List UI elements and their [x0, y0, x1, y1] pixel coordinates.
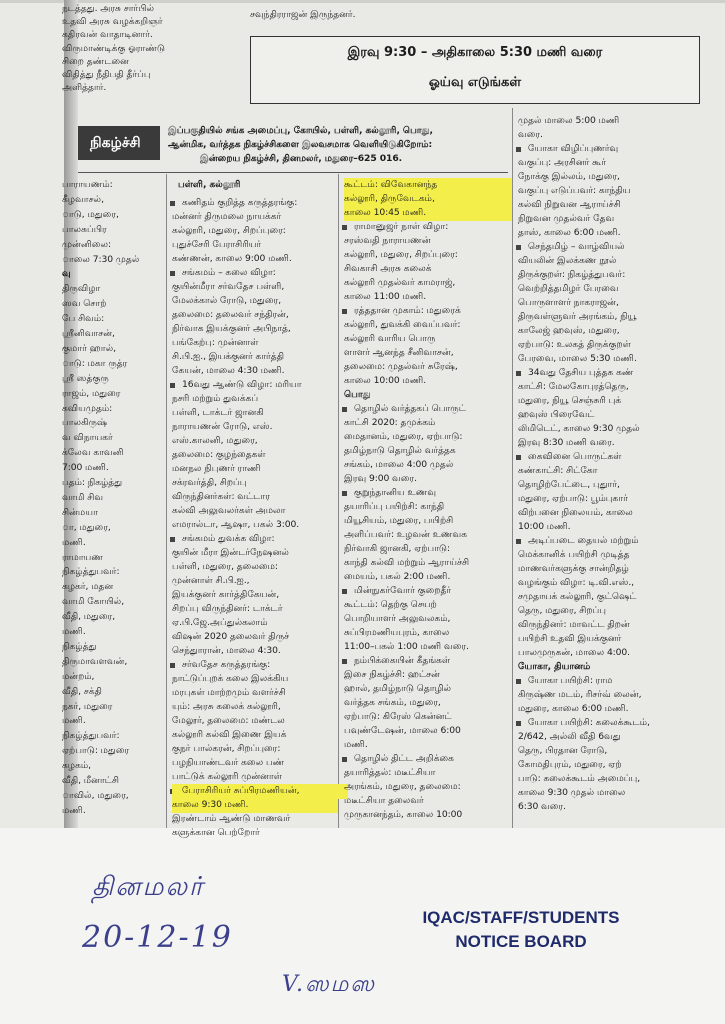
col2-line: தமிழ்நாடு தொழில் வர்த்தக — [344, 445, 456, 456]
col3-line: செந்தமிழ் – வாழ்வியல் — [528, 241, 625, 252]
col3-line: பேரவை, மாலை 5:30 மணி. — [518, 353, 637, 364]
col1-line: மனநல நிபுணர் ராணி — [172, 463, 261, 474]
col3-line: யோகா விழிப்புணர்வு — [528, 143, 619, 154]
col3-line: யோகா, தியானம் — [518, 661, 591, 672]
col1-line: விருந்தினர்கள்: வட்டார — [172, 491, 270, 502]
col0-line: ராஜம், மதுரை — [62, 387, 121, 399]
col0-line: வ விநாயகர் — [62, 432, 113, 444]
col2-line: சுப்பிரமணியபுரம், காலை — [344, 627, 450, 638]
top-note: சவுந்திரராஜன் இருந்தனர். — [250, 9, 356, 20]
col0-line: முன்னிலை: — [62, 238, 112, 250]
col1-line: செந்துாரான், மாலை 4:30. — [172, 645, 281, 656]
col2-line: கூட்டம்: தெற்கு செயற் — [344, 599, 437, 610]
col3-line: தெரு, மதுரை, சிறப்பு — [518, 605, 606, 616]
col2-line: ளாளர் ஆனந்த சீனிவாசன், — [344, 347, 454, 358]
col1-line: கல்லூரி கல்வி இணை இயக் — [172, 729, 287, 740]
col2-line: இசை நிகழ்ச்சி: ஹட்சன் — [344, 669, 440, 680]
left_strip_top-line: உதவி அரசு வழக்கறிஞர் — [62, 16, 163, 28]
stamp-line-2: NOTICE BOARD — [455, 932, 587, 951]
col1-line: நாட்டுப்புறக் கலை இலக்கிய — [172, 673, 289, 684]
col2-line: சங்கம், மாலை 4:00 முதல் — [344, 459, 454, 470]
col0-line: மணி. — [62, 715, 86, 727]
col0-line: மன்றம், — [62, 670, 95, 682]
col3-line: கிருஷ்ண மடம், ரிசர்வ் லைன், — [518, 689, 642, 700]
col2-line: கல்லூரி முதல்வர் காமராஜ், — [344, 277, 456, 288]
notice-line-1: இரவு 9:30 – அதிகாலை 5:30 மணி வரை — [347, 45, 603, 60]
col0-line: வாமி சிவ — [62, 491, 104, 503]
col2-line: கல்லூரி, துவக்கி வைப்பவர்: — [344, 319, 461, 330]
col2-line: குறுந்தானிய உணவு — [354, 487, 437, 498]
col1-line: இயக்குனர் கார்த்திகேயன், — [172, 589, 280, 600]
col0-line: பாலகிருஷ் — [62, 417, 108, 429]
col2-line: 11:00–பகல் 1:00 மணி வரை. — [344, 641, 469, 652]
col1-line: கல்லூரி, மதுரை, சிறப்புரை: — [172, 225, 286, 236]
col1-line: சிறப்பு விருந்தினர்: டாக்டர் — [172, 603, 283, 614]
col1-line: குயின்மீரா சர்வதேச பள்ளி, — [172, 281, 285, 292]
col1-line: கல்வி அலுவலர்கள் அமலா — [172, 505, 286, 516]
col3-line: கண்காட்சி: சிட்கோ — [518, 465, 598, 476]
col3-line: லிமிடெட், காலை 9:30 முதல் — [518, 423, 640, 434]
col3-line: காட்சி: மேலகோபுரத்தெரு, — [518, 381, 629, 392]
col0-line: வீதி, மதுரை, — [62, 611, 116, 623]
col3-line: மாணவர்களுக்கு சான்றிதழ் — [518, 563, 629, 574]
col1-line: களுக்கான பெற்றோர் — [172, 827, 260, 838]
col0-line: நகர், மதுரை — [62, 700, 113, 712]
col2-line: மைதானம், மதுரை, ஏற்பாடு: — [344, 431, 463, 442]
col1-line: நிர்வாக இயக்குனர் அபிநாத், — [172, 323, 291, 334]
col1-line: சக்ரவர்த்தி, சிறப்பு — [172, 477, 247, 488]
col3-line: திருவள்ளுவர் அரங்கம், நியூ — [518, 311, 637, 322]
col0-line: சின்மயா — [62, 506, 98, 518]
col1-line: குநர் பால்கரன், சிறப்புரை: — [172, 743, 281, 754]
col0-line: நிகழ்த்துபவர்: — [62, 730, 120, 742]
col2-line: ஏற்பாடு: கிரேஸ் கென்னட் — [344, 711, 452, 722]
col2-line: கூட்டம்: விவேகானந்த — [344, 178, 512, 193]
section-banner: நிகழ்ச்சி — [78, 126, 160, 160]
col0-line: ஸ்ரீ ஸத்குரு — [62, 372, 109, 384]
col2-line: சிவகாசி அரசு கலைக் — [344, 263, 432, 274]
col2-line: நிர்வாகி ஜானகி, ஏற்பாடு: — [344, 543, 451, 554]
col0-line: கவியமுதம்: — [62, 402, 113, 414]
intro-line-1: இப்பகுதியில் சங்க அமைப்பு, கோயில், பள்ளி, கல்லூரி, பொது, — [168, 125, 433, 136]
col3-line: அடிப்படை தையல் மற்றும் — [528, 535, 639, 546]
col3-line: ஏற்பாடு: உலகத் திருக்குறள் — [518, 339, 631, 350]
col0-line: வாமி கோயில், — [62, 596, 125, 608]
left_strip_top-line: விருமாண்டிக்கு ஓராண்டு — [62, 42, 166, 54]
col0-line: ாலை 7:30 முதல் — [62, 253, 140, 265]
col1-line: யும்: அரசு கலைக் கல்லூரி, — [172, 701, 281, 712]
col0-line: ஸவ சொற் — [62, 298, 107, 310]
col2-line: தயாரிப்பு பயிற்சி: காந்தி — [344, 501, 445, 512]
col0-line: ஏற்பாடு: மதுரை — [62, 745, 130, 757]
col1-line: தலைமை: குழந்தைகள் — [172, 449, 266, 460]
left_strip_top-line: சிறை தண்டனை — [62, 55, 129, 67]
col1-line: கண்ணன், காலை 9:00 மணி. — [172, 253, 292, 264]
col1-line: பள்ளி, டாக்டர் ஜானகி — [172, 407, 264, 418]
col3-line: விருந்தினர்: மாவட்ட திறன் — [518, 619, 630, 630]
col0-line: ாடு, மதுரை, — [62, 208, 119, 220]
col0-line: பாலசுப்பிர — [62, 223, 107, 235]
col2-line: ரத்ததான முகாம்: மதுரைக் — [354, 305, 461, 316]
col2-line: மடீட்சியா தலைவர் — [344, 795, 424, 806]
col1-line: சி.பி.ஐ., இயக்குனர் கார்த்தி — [172, 351, 285, 362]
col2-line: கல்லூரி, மதுரை, சிறப்புரை: — [344, 249, 458, 260]
col2-line: தயாரித்தல்: மடீட்சியா — [344, 767, 436, 778]
col1-line: பழநியாண்டவர் கலை பண் — [172, 757, 285, 768]
col0-line: ஸ்ரீனிவாசன், — [62, 328, 115, 339]
col0-line: க்லேவ காவனி — [62, 447, 124, 459]
notice-line-2: ஓய்வு எடுங்கள் — [428, 75, 522, 90]
col3-line: நிறுவன முதல்வர் தேவ — [518, 213, 615, 224]
col1-line: தலைமை: தலைவர் சந்திரன், — [172, 309, 289, 320]
col0-line: மணி. — [62, 804, 86, 816]
col2-line: காலை 10:00 மணி. — [344, 375, 427, 386]
col0-line: பதம்: நிகழ்த்து — [62, 477, 123, 488]
col1-line: பள்ளி, மதுரை, தலைமை: — [172, 561, 278, 572]
left_strip_top-line: நடத்தது. அரசு சார்பில் — [62, 3, 155, 14]
col2-line: பொறியாளர் அலுவலகம், — [344, 613, 451, 624]
column-rule — [166, 174, 167, 828]
col3-line: கல்வி நிறுவன ஆராய்ச்சி — [518, 199, 621, 210]
col0-line: வு — [62, 268, 71, 280]
col1-line: குயின் மீரா இன்டர்நேஷனல் — [172, 547, 289, 558]
col0-line: ா, மதுரை, — [62, 521, 111, 533]
left_strip_top-line: கதிரவன் வாதாடினார். — [62, 29, 153, 41]
col1-line: சங்கமம் துவக்க விழா: — [182, 533, 275, 544]
col1-line: எஸ்.காலனி, மதுரை, — [172, 435, 258, 446]
intro-line-3: இன்றைய நிகழ்ச்சி, தினமலர், மதுரை–625 016. — [200, 153, 403, 164]
col2-line: தொழில் திட்ட அறிக்கை — [354, 753, 454, 764]
col2-line: தொழில் வர்த்தகப் பொருட் — [354, 403, 466, 414]
col2-line: காலை 11:00 மணி. — [344, 291, 427, 302]
col1-line: சங்கமம் – கலை விழா: — [182, 267, 276, 278]
col2-line: சரஸ்வதி நாராயணன் — [344, 235, 431, 246]
col2-line: தலைமை: முதல்வர் சுரேஷ், — [344, 361, 458, 372]
col2-line: கல்லூரி, திருவேடகம், — [344, 192, 512, 207]
notice-box — [250, 36, 700, 104]
col0-line: வீதி, சக்தி — [62, 685, 102, 697]
col1-line: எமரால்டா, ஆஷா, பகல் 3:00. — [172, 519, 300, 530]
handwritten-date: 20-12-19 — [82, 920, 233, 955]
col0-line: கழகம், — [62, 760, 91, 772]
col3-line: வியலின் இலக்கண நூல் — [518, 255, 617, 266]
col2-line: கல்லூரி வாரிய பொரு — [344, 333, 436, 344]
col0-line: பே சிவம்: — [62, 313, 105, 325]
col2-line: மியூசியம், மதுரை, பயிற்சி — [344, 515, 454, 526]
col3-line: 2/642, அல்லி வீதி 6வது — [518, 731, 621, 742]
col3-line: காலை 9:30 முதல் மாலை — [518, 787, 626, 798]
col1-line: நசரி மற்றும் துவக்கப் — [172, 393, 259, 404]
col2-line: முருகானந்தம், காலை 10:00 — [344, 809, 463, 820]
col2-line: மணி. — [344, 739, 368, 750]
col2-line: ராமானுஜர் நாள் விழா: — [354, 221, 449, 232]
handwritten-paper-name: தினமலர் — [92, 872, 205, 902]
col3-line: பயிற்சி உதவி இயக்குனர் — [518, 633, 622, 644]
col0-line: பாராயணம்: — [62, 179, 113, 190]
col3-line: மெக்கானிக் பயிற்சி முடித்த — [518, 549, 630, 560]
col3-line: வெற்றித்தமிழர் பேரவை — [518, 283, 619, 294]
col3-line: நோக்கு இல்லம், மதுரை, — [518, 171, 620, 182]
col1-line: பங்கேற்பு: முன்னாள் — [172, 337, 259, 348]
col3-line: திருக்குறள்: நிகழ்த்துபவர்: — [518, 269, 626, 280]
left_strip_top-line: அளித்தார். — [62, 82, 107, 94]
col3-line: வரை. — [518, 129, 543, 140]
col3-line: யோகா பயிற்சி: ராம — [528, 675, 613, 686]
col2-line: ஹால், தமிழ்நாடு தொழில் — [344, 683, 452, 694]
signature: V.ஸமஸ — [282, 972, 377, 997]
column-header-school: பள்ளி, கல்லூரி — [178, 179, 241, 190]
col2-line: காலை 10:45 மணி. — [344, 206, 512, 221]
col3-line: பாலமுருகன், மாலை 4:00. — [518, 647, 630, 658]
col0-line: ராமாயண — [62, 551, 103, 563]
col3-line: தாஸ், காலை 6:00 மணி. — [518, 227, 621, 238]
col2-line: மின்நுகர்வோர் குறைதீர் — [354, 585, 452, 596]
col2-line: அரங்கம், மதுரை, தலைமை: — [344, 781, 461, 792]
col3-line: மதுரை, ஏற்பாடு: பூம்புகார் — [518, 493, 628, 504]
col1-line: காலை 9:30 மணி. — [172, 798, 338, 813]
col2-line: இரவு 9:00 வரை. — [344, 473, 417, 484]
col0-line: ாடு: மகா ருத்ர — [62, 357, 128, 369]
col2-line: நம்பிக்கையின் கீதங்கள் — [354, 655, 451, 666]
intro-line-2: ஆன்மிக, வர்த்தக நிகழ்ச்சிகளை இலவசமாக வெளியிடுகிறோம்: — [168, 139, 433, 150]
col3-line: காலேஜ் ஹவுஸ், மதுரை, — [518, 325, 620, 336]
col0-line: திருவிழா — [62, 283, 101, 295]
col3-line: ஹவுஸ் பிரைவேட் — [518, 409, 595, 420]
col3-line: மதுரை, நியூ செஞ்சுரி புக் — [518, 395, 622, 406]
col1-line: கேயன், மாலை 4:30 மணி. — [172, 365, 285, 376]
col2-line: காட்சி 2020: தமுக்கம் — [344, 417, 436, 428]
col1-line: முன்னாள் சி.பி.ஐ., — [172, 575, 250, 586]
col1-line: மன்னர் திருமலை நாயக்கர் — [172, 211, 282, 222]
col3-line: பொருளாளர் நாகராஜன், — [518, 297, 619, 308]
col0-line: நிகழ்த்துபவர்: — [62, 566, 120, 578]
left_strip_top-line: விதித்து நீதிபதி தீர்ப்பு — [62, 69, 151, 80]
col0-line: வீதி, மீனாட்சி — [62, 775, 119, 786]
col1-line: நாராயணன் ரோடு, எஸ். — [172, 421, 273, 432]
col3-line: கைவினை பொருட்கள் — [528, 451, 622, 462]
col3-line: பாடு: கலைக்கூடம் அமைப்பு, — [518, 773, 641, 784]
col0-line: மணி. — [62, 626, 86, 637]
stamp-line-1: IQAC/STAFF/STUDENTS — [422, 908, 620, 927]
col3-line: தொழிற்பேட்டை, புதுார், — [518, 479, 620, 490]
col0-line: ாவில், மதுரை, — [62, 789, 129, 801]
col3-line: சமுதாயக் கல்லூரி, குட்ஷெட் — [518, 591, 637, 602]
col3-line: கோமதிபுரம், மதுரை, ஏற் — [518, 759, 622, 770]
col1-line: புதுச்சேரி பேராசிரியர் — [172, 239, 262, 250]
col3-line: வகுப்பு: அரசினர் கூர் — [518, 157, 606, 168]
col1-line: ஏ.பி.ஜே.அப்துல்கலாம் — [172, 617, 268, 628]
col2-line: மையம், பகல் 2:00 மணி. — [344, 571, 451, 582]
col0-line: கீழவாசல், — [62, 193, 104, 205]
col1-line: 16வது ஆண்டு விழா: மரியா — [182, 379, 302, 390]
col2-line: பவுண்டேஷன், மாலை 6:00 — [344, 725, 461, 736]
col3-line: இரவு 8:30 மணி வரை. — [518, 437, 615, 448]
col1-line: இரண்டாம் ஆண்டு மாணவர் — [172, 813, 291, 824]
col3-line: வகுப்பு எடுப்பவர்: காந்திய — [518, 185, 631, 196]
col1-line: பேராசிரியர் சுப்பிரமணியன், — [172, 784, 348, 799]
col1-line: விஷன் 2020 தலைவர் திருச் — [172, 631, 290, 642]
col1-line: மேலக்கால் ரோடு, மதுரை, — [172, 295, 282, 306]
col0-line: கழகர், மதன — [62, 581, 114, 593]
col0-line: மணி. — [62, 536, 86, 548]
col3-line: விற்பனை நிலையம், காலை — [518, 507, 633, 518]
col2-line: காந்தி கல்வி மற்றும் ஆராய்ச்சி — [344, 557, 470, 568]
col2-line: அளிப்பவர்: உழவன் உணவக — [344, 529, 467, 540]
col3-line: வழங்கும் விழா: டி.வி.எஸ்., — [518, 577, 635, 588]
col3-line: யோகா பயிற்சி: கலைக்கூடம், — [528, 717, 650, 728]
col3-line: 34வது தேசிய புத்தக கண் — [528, 367, 634, 378]
divider — [78, 172, 508, 173]
col3-line: மதுரை, காலை 6:00 மணி. — [518, 703, 629, 714]
col1-line: மரபுகள் மாற்றமும் வளர்ச்சி — [172, 687, 286, 698]
col3-line: முதல் மாலை 5:00 மணி — [518, 115, 620, 126]
col1-line: மேலூர், தலைமை: மண்டல — [172, 715, 285, 726]
col0-line: திருமாவளவன், — [62, 655, 128, 667]
col3-line: 10:00 மணி. — [518, 521, 571, 532]
col1-line: கணிதம் குறித்த கருத்தரங்கு: — [182, 197, 298, 208]
col0-line: குமார் ஹால், — [62, 342, 116, 354]
column-rule — [512, 108, 513, 828]
col0-line: நிகழ்த்து — [62, 640, 97, 652]
col1-line: பாட்டுக் கல்லூரி முன்னாள் — [172, 771, 282, 782]
col2-line: பொது — [344, 389, 371, 400]
col3-line: தெரு, பிரதான ரோடு, — [518, 745, 608, 756]
col2-line: வர்த்தக சங்கம், மதுரை, — [344, 697, 441, 708]
col1-line: சர்வதேச கருத்தரங்கு: — [182, 659, 271, 670]
col3-line: 6:30 வரை. — [518, 801, 566, 812]
col0-line: 7:00 மணி. — [62, 462, 109, 474]
stamp — [404, 908, 638, 952]
